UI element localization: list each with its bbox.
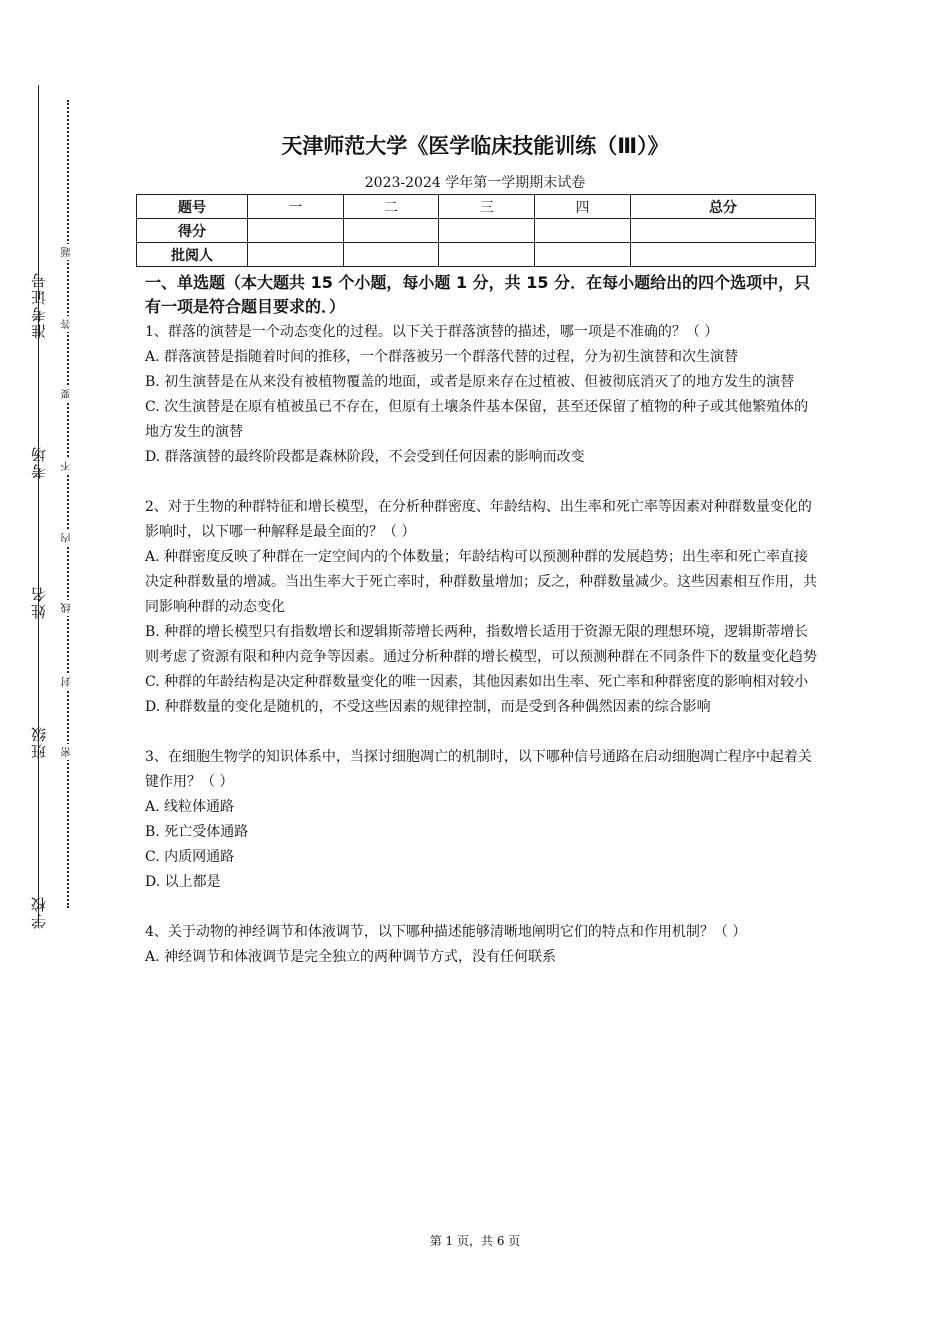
option-c: C. 种群的年龄结构是决定种群数量变化的唯一因素，其他因素如出生率、死亡率和种群密度的影响相对较小 [145,674,809,690]
score-cell[interactable] [630,219,815,243]
grader-row-label: 批阅人 [137,243,248,267]
binding-label-exam-room: 考场 [30,445,48,479]
seal-char: 内 [60,530,76,546]
grader-cell[interactable] [535,243,631,267]
option-d: D. 种群数量的变化是随机的，不受这些因素的规律控制，而是受到各种偶然因素的综合影响 [145,699,711,715]
section-heading: 一、单选题（本大题共 15 个小题，每小题 1 分，共 15 分．在每小题给出的四个选项中，只有一项是符合题目要求的．） [145,273,811,316]
grader-cell[interactable] [248,243,344,267]
seal-char: 密 [60,744,76,760]
grader-cell[interactable] [630,243,815,267]
question-stem: 2、对于生物的种群特征和增长模型，在分析种群密度、年龄结构、出生率和死亡率等因素对种群数量变化的影响时，以下哪一种解释是最全面的？（ ） [145,499,812,540]
score-table-header-cell: 总分 [630,195,815,219]
grader-cell[interactable] [439,243,535,267]
binding-label-exam-number: 准考证号 [30,271,48,339]
option-d: D. 以上都是 [145,874,221,890]
question-stem: 1、群落的演替是一个动态变化的过程。以下关于群落演替的描述，哪一项是不准确的？（ ） [145,324,719,340]
question-stem: 3、在细胞生物学的知识体系中，当探讨细胞凋亡的机制时，以下哪种信号通路在启动细胞凋亡程序中起着关键作用？（ ） [145,749,812,790]
option-b: B. 死亡受体通路 [145,824,249,840]
binding-dotted-line [67,100,69,908]
question-2 [145,495,817,720]
question-4 [145,920,817,970]
option-a: A. 群落演替是指随着时间的推移，一个群落被另一个群落代替的过程，分为初生演替和次生演替 [145,349,739,365]
option-a: A. 线粒体通路 [145,799,235,815]
score-table-header-cell: 四 [535,195,631,219]
seal-char: 线 [60,600,76,616]
binding-solid-line [38,85,39,925]
binding-label-name: 姓名 [30,585,48,619]
option-a: A. 种群密度反映了种群在一定空间内的个体数量；年龄结构可以预测种群的发展趋势；出生率和死亡率直接决定种群数量的增减。当出生率大于死亡率时，种群数量增加；反之，种群数量减少。这些因素相互作用，共同影响种群的动态变化 [145,549,817,615]
score-cell[interactable] [535,219,631,243]
score-table-header-cell: 三 [439,195,535,219]
score-table-header-cell: 题号 [137,195,248,219]
exam-subtitle: 2023-2024 学年第一学期期末试卷 [364,175,586,191]
score-table-row-grader [137,243,816,267]
option-b: B. 种群的增长模型只有指数增长和逻辑斯蒂增长两种，指数增长适用于资源无限的理想环境，逻辑斯蒂增长则考虑了资源有限和种内竞争等因素。通过分析种群的增长模型，可以预测种群在不同条件下的数量变化趋势 [145,624,817,665]
option-c: C. 次生演替是在原有植被虽已不存在，但原有土壤条件基本保留，甚至还保留了植物的种子或其他繁殖体的地方发生的演替 [145,399,809,440]
score-table [136,194,816,267]
seal-char: 封 [60,674,76,690]
option-d: D. 群落演替的最终阶段都是森林阶段，不会受到任何因素的影响而改变 [145,449,585,465]
score-cell[interactable] [343,219,439,243]
score-cell[interactable] [439,219,535,243]
score-table-header-cell: 一 [248,195,344,219]
option-c: C. 内质网通路 [145,849,235,865]
binding-label-class: 班级 [30,725,48,759]
question-stem: 4、关于动物的神经调节和体液调节，以下哪种描述能够清晰地阐明它们的特点和作用机制？（ ） [145,924,747,940]
question-1 [145,320,817,470]
exam-title: 天津师范大学《医学临床技能训练（Ⅲ）》 [281,134,669,158]
grader-cell[interactable] [343,243,439,267]
score-table-header-row [137,195,816,219]
page-footer: 第 1 页，共 6 页 [429,1234,521,1248]
seal-char: 题 [60,244,76,260]
option-b: B. 初生演替是在从来没有被植物覆盖的地面，或者是原来存在过植被、但被彻底消灭了的地方发生的演替 [145,374,795,390]
binding-label-school: 学校 [30,895,48,929]
question-3 [145,745,817,895]
score-cell[interactable] [248,219,344,243]
seal-char: 答 [60,316,76,332]
score-table-header-cell: 二 [343,195,439,219]
seal-char: 不 [60,458,76,474]
question-list [145,320,817,970]
score-table-row-score [137,219,816,243]
option-a: A. 神经调节和体液调节是完全独立的两种调节方式，没有任何联系 [145,949,557,965]
score-row-label: 得分 [137,219,248,243]
seal-char: 要 [60,386,76,402]
